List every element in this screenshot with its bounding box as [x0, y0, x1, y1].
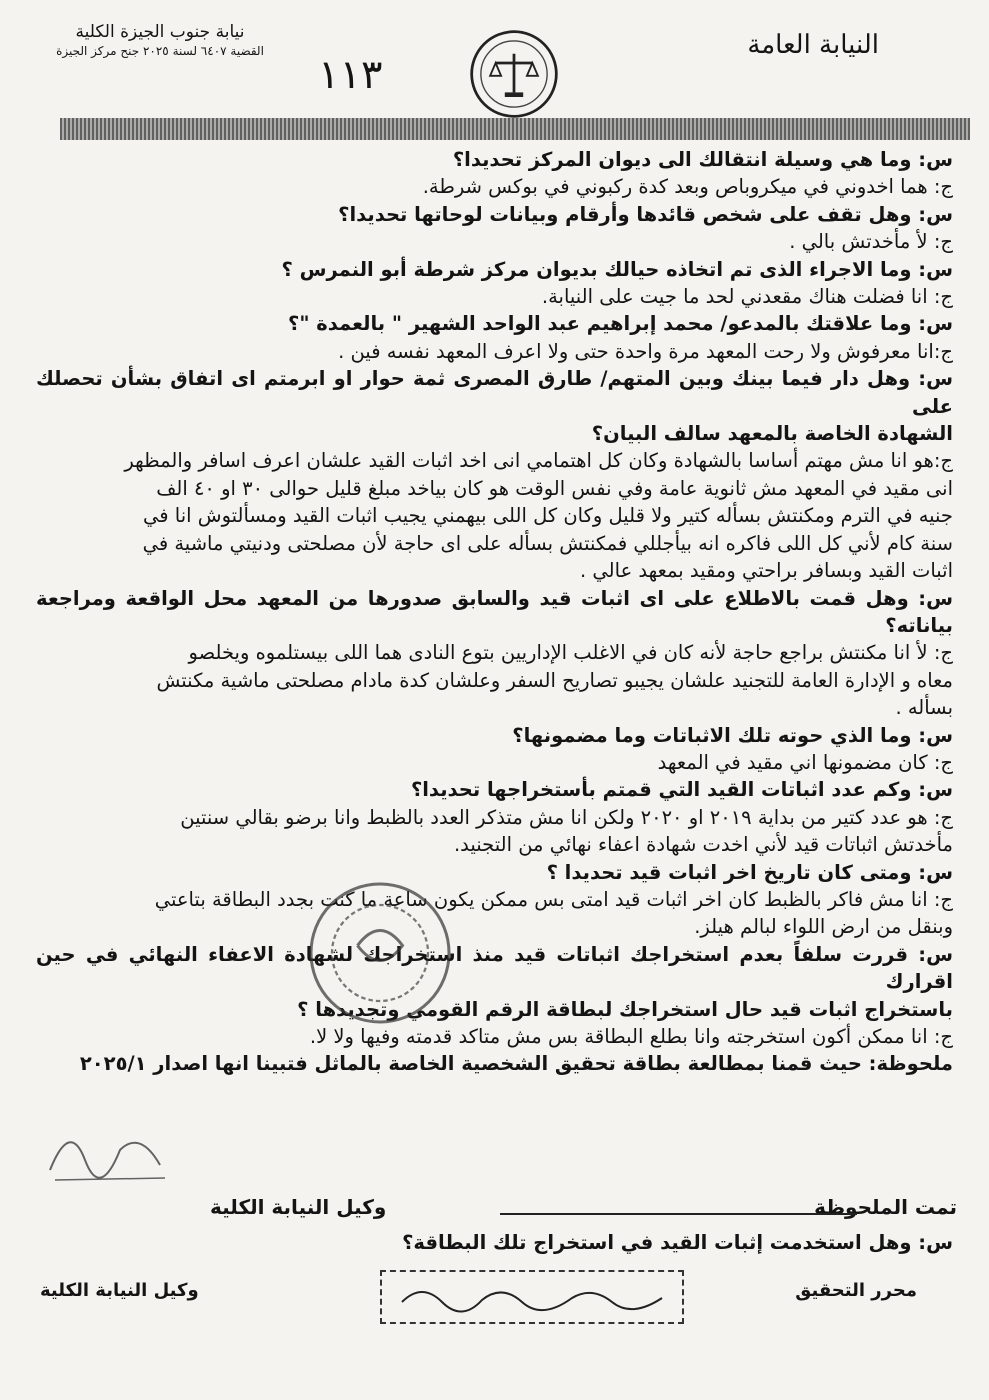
- signature-line: [500, 1213, 857, 1215]
- header-title: النيابة العامة: [747, 30, 879, 60]
- transcript-line: جنيه في الترم ومكنتش بسأله كتير ولا قليل وكان كل اللى بيهمني يجيب اثبات القيد ومسألتوش انا في: [143, 504, 953, 528]
- transcript-line: ج: لأ انا مكنتش براجع حاجة لأنه كان في الاغلب الإداريين بتوع النادى هما اللى بيستلموه ويخلصو: [188, 641, 953, 665]
- transcript-line: ج: هما اخدوني في ميكروباص وبعد كدة ركبوني في بوكس شرطة.: [422, 175, 953, 199]
- transcript-line: ج: انا ممكن أكون استخرجته وانا بطلع البطاقة بس مش متاكد قدمته وفيها ولا لا.: [309, 1025, 953, 1048]
- last-question: س: وهل استخدمت إثبات القيد في استخراج تلك البطاقة؟: [402, 1231, 953, 1254]
- transcript-line: اثبات القيد وبسافر براحتي ومقيد بمعهد عالي .: [580, 559, 953, 583]
- transcript-line: باستخراج اثبات قيد حال استخراجك لبطاقة الرقم القومي وتجديدها ؟: [297, 997, 953, 1021]
- transcript-line: بسأله .: [895, 696, 953, 720]
- transcript-line: ج: انا فضلت هناك مقعدني لحد ما جيت على النيابة.: [541, 285, 953, 309]
- investigator-signature-label: محرر التحقيق: [795, 1280, 917, 1301]
- transcript-line: س: وما علاقتك بالمدعو/ محمد إبراهيم عبد الواحد الشهير " بالعمدة "؟: [288, 312, 953, 336]
- case-number: القضية ٦٤٠٧ لسنة ٢٠٢٥ جنح مركز الجيزة: [56, 44, 264, 58]
- transcript-line: مأخدتش اثباتات قيد لأني اخدت شهادة اعفاء نهائي من التجنيد.: [453, 833, 953, 857]
- transcript-line: انى مقيد في المعهد مش ثانوية عامة وفي نفس الوقت هو كان بياخد مبلغ قليل حوالى ٣٠ او ٤٠ الف: [156, 476, 953, 500]
- prosecutor-label: وكيل النيابة الكلية: [210, 1195, 387, 1219]
- transcript-line: س: وما الذي حوته تلك الاثباتات وما مضمونها؟: [512, 723, 953, 747]
- handwritten-annotation-icon: [40, 1110, 180, 1190]
- justice-seal-icon: [468, 28, 560, 120]
- transcript-line: س: وما هي وسيلة انتقالك الى ديوان المركز تحديدا؟: [452, 148, 953, 171]
- transcript-line: س: وما الاجراء الذى تم اتخاذه حيالك بديوان مركز شرطة أبو النمرس ؟: [281, 257, 953, 281]
- transcript-line: س: ومتى كان تاريخ اخر اثبات قيد تحديدا ؟: [546, 860, 953, 884]
- transcript-line: وبنقل من ارض اللواء لبالم هيلز.: [694, 915, 953, 939]
- transcript-line: ج:هو انا مش مهتم أساسا بالشهادة وكان كل اهتمامي انى اخد اثبات القيد علشان اعرف اسافر والمظهر: [124, 449, 953, 473]
- agent-signature-label: وكيل النيابة الكلية: [40, 1280, 199, 1301]
- prosecution-name: نيابة جنوب الجيزة الكلية: [75, 22, 245, 42]
- signature-box: [380, 1270, 684, 1324]
- transcript-line: ج: كان مضمونها اني مقيد في المعهد: [657, 750, 953, 774]
- last-question-block: [36, 1229, 953, 1256]
- transcript-line: ج: انا مش فاكر بالظبط كان اخر اثبات قيد امتى بس ممكن يكون ساعة ما كنت بجدد البطاقة بتاعتي: [154, 887, 953, 911]
- circular-stamp-icon: [305, 878, 455, 1028]
- footer-signatures: [40, 1270, 957, 1330]
- page-number: ١١٣: [318, 52, 383, 98]
- note-signature-row: [40, 1195, 957, 1229]
- note-completed-label: تمت الملحوظة: [814, 1195, 957, 1219]
- transcript-line: سنة كام لأني كل اللى فاكره انه بيأجللي فمكنتش بسأله على اى حاجة لأن مصلحتى ودنيتي ماشية في: [142, 531, 953, 555]
- handwritten-signature-icon: [382, 1272, 682, 1322]
- transcript-line: س: وكم عدد اثباتات القيد التي قمتم بأستخراجها تحديدا؟: [410, 778, 953, 802]
- transcript-line: الشهادة الخاصة بالمعهد سالف البيان؟: [591, 422, 953, 446]
- header-divider: [60, 118, 970, 140]
- transcript-line: ج: لأ مأخدتش بالي .: [789, 230, 953, 254]
- transcript-body: [36, 146, 953, 1078]
- transcript-line: ج: هو عدد كتير من بداية ٢٠١٩ او ٢٠٢٠ ولكن انا مش متذكر العدد بالظبط وانا برضو بقالي سنتين: [180, 805, 953, 829]
- transcript-line: س: وهل دار فيما بينك وبين المتهم/ طارق المصرى ثمة حوار او ابرمتم اى اتفاق بشأن تحصلك على: [36, 367, 953, 418]
- header-case-info: [40, 22, 280, 58]
- transcript-line: س: وهل قمت بالاطلاع على اى اثبات قيد والسابق صدورها من المعهد محل الواقعة ومراجعة بياناته؟: [36, 586, 953, 637]
- transcript-line: س: قررت سلفاً بعدم استخراجك اثباتات قيد منذ استخراجك لشهادة الاعفاء النهائي في حين اقرارك: [36, 942, 953, 994]
- transcript-line: معاه و الإدارة العامة للتجنيد علشان يجيبو تصاريح السفر وعلشان كدة مادام مصلحتى ماشية مكنتش: [156, 668, 953, 692]
- transcript-line: س: وهل تقف على شخص قائدها وأرقام وبيانات لوحاتها تحديدا؟: [338, 202, 953, 226]
- transcript-line: ملحوظة: حيث قمنا بمطالعة بطاقة تحقيق الشخصية الخاصة بالماثل فتبينا انها اصدار ٢٠٢٥/١: [79, 1052, 953, 1076]
- transcript-line: ج:انا معرفوش ولا رحت المعهد مرة واحدة حتى ولا اعرف المعهد نفسه فين .: [338, 339, 953, 363]
